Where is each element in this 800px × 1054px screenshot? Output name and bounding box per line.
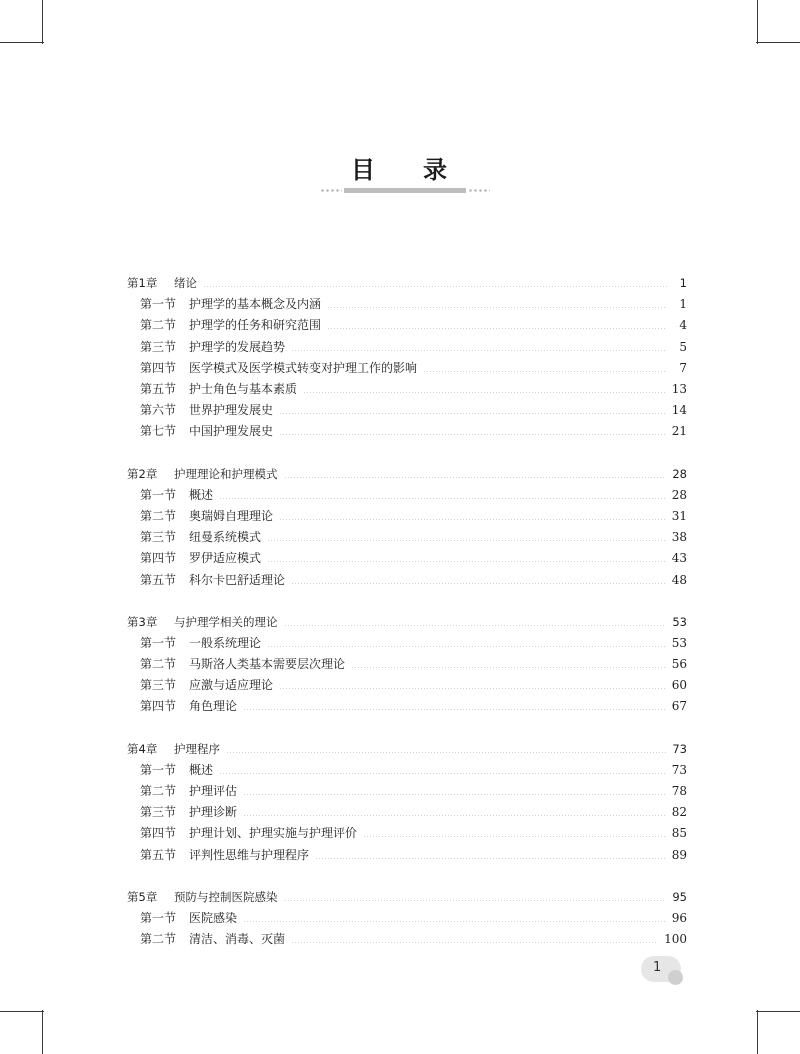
toc-section-entry[interactable] (127, 908, 687, 929)
chapter-page-number: 95 (672, 889, 687, 904)
leader-dots (291, 942, 658, 943)
section-title: 中国护理发展史 (189, 424, 274, 439)
toc-section-entry[interactable] (127, 823, 687, 844)
page-number-badge (641, 956, 683, 984)
section-title: 概述 (189, 487, 214, 502)
chapter-page-number: 53 (672, 614, 687, 629)
chapter-title: 预防与控制医院感染 (174, 889, 278, 904)
leader-dots (243, 921, 666, 922)
section-page-number: 7 (679, 360, 687, 375)
toc-chapter-entry[interactable] (127, 887, 687, 908)
section-number: 第二节 (140, 784, 177, 799)
chapter-page-number: 1 (679, 276, 687, 291)
toc-section-entry[interactable] (127, 315, 687, 336)
toc-section-entry[interactable] (127, 485, 687, 506)
leader-dots (267, 540, 666, 541)
section-number: 第四节 (140, 826, 177, 841)
section-number: 第一节 (140, 910, 177, 925)
chapter-block (127, 887, 687, 951)
leader-dots (327, 328, 667, 329)
chapter-page-number: 28 (672, 466, 687, 481)
section-page-number: 4 (679, 318, 687, 333)
toc-section-entry[interactable] (127, 760, 687, 781)
section-number: 第四节 (140, 551, 177, 566)
chapter-title: 与护理学相关的理论 (174, 614, 278, 629)
section-title: 护理诊断 (189, 805, 238, 820)
section-page-number: 28 (671, 487, 687, 502)
leader-dots (219, 773, 666, 774)
section-number: 第七节 (140, 424, 177, 439)
leader-dots (327, 307, 667, 308)
toc-chapter-entry[interactable] (127, 612, 687, 633)
toc-section-entry[interactable] (127, 506, 687, 527)
section-title: 科尔卡巴舒适理论 (189, 572, 286, 587)
leader-dots (267, 561, 666, 562)
section-title: 护理学的任务和研究范围 (189, 318, 322, 333)
toc-section-entry[interactable] (127, 696, 687, 717)
leader-dots (315, 858, 666, 859)
section-number: 第六节 (140, 403, 177, 418)
chapter-block (127, 739, 687, 866)
section-page-number: 82 (671, 805, 687, 820)
section-number: 第五节 (140, 382, 177, 397)
section-number: 第一节 (140, 297, 177, 312)
leader-dots (291, 350, 667, 351)
chapter-title: 护理理论和护理模式 (174, 466, 278, 481)
section-number: 第二节 (140, 657, 177, 672)
leader-dots (279, 413, 666, 414)
section-page-number: 56 (671, 657, 687, 672)
leader-dots (226, 752, 666, 753)
section-number: 第二节 (140, 318, 177, 333)
section-number: 第五节 (140, 847, 177, 862)
leader-dots (284, 625, 667, 626)
section-title: 一般系统理论 (189, 635, 262, 650)
leader-dots (351, 667, 666, 668)
toc-section-entry[interactable] (127, 548, 687, 569)
chapter-number: 第1章 (127, 276, 158, 291)
page-number: 1 (653, 960, 662, 975)
section-title: 医院感染 (189, 910, 238, 925)
leader-dots (243, 815, 666, 816)
section-title: 马斯洛人类基本需要层次理论 (189, 657, 346, 672)
section-title: 护士角色与基本素质 (189, 382, 298, 397)
leader-dots (219, 498, 666, 499)
toc-section-entry[interactable] (127, 781, 687, 802)
leader-dots (243, 794, 666, 795)
leader-dots (243, 709, 666, 710)
section-title: 世界护理发展史 (189, 403, 274, 418)
section-page-number: 5 (679, 339, 687, 354)
section-number: 第三节 (140, 678, 177, 693)
toc-section-entry[interactable] (127, 802, 687, 823)
section-page-number: 85 (671, 826, 687, 841)
chapter-title: 护理程序 (174, 741, 220, 756)
section-number: 第二节 (140, 508, 177, 523)
section-page-number: 53 (671, 635, 687, 650)
section-number: 第一节 (140, 635, 177, 650)
toc-section-entry[interactable] (127, 379, 687, 400)
leader-dots (267, 646, 666, 647)
toc-chapter-entry[interactable] (127, 739, 687, 760)
toc-section-entry[interactable] (127, 654, 687, 675)
section-page-number: 96 (671, 910, 687, 925)
leader-dots (284, 900, 667, 901)
section-page-number: 14 (671, 403, 687, 418)
leader-dots (423, 371, 667, 372)
section-number: 第四节 (140, 360, 177, 375)
section-page-number: 73 (671, 762, 687, 777)
leader-dots (279, 434, 666, 435)
section-title: 角色理论 (189, 699, 238, 714)
toc-section-entry[interactable] (127, 337, 687, 358)
leader-dots (363, 836, 666, 837)
section-number: 第四节 (140, 699, 177, 714)
section-title: 罗伊适应模式 (189, 551, 262, 566)
section-page-number: 100 (664, 932, 687, 947)
section-title: 奥瑞姆自理理论 (189, 508, 274, 523)
section-title: 概述 (189, 762, 214, 777)
section-page-number: 67 (671, 699, 687, 714)
toc-section-entry[interactable] (127, 400, 687, 421)
chapter-block (127, 464, 687, 591)
toc-chapter-entry[interactable] (127, 273, 687, 294)
chapter-number: 第3章 (127, 614, 158, 629)
chapter-block (127, 612, 687, 718)
section-title: 护理评估 (189, 784, 238, 799)
table-of-contents (127, 273, 687, 971)
section-page-number: 31 (671, 508, 687, 523)
section-title: 纽曼系统模式 (189, 530, 262, 545)
section-number: 第三节 (140, 805, 177, 820)
section-title: 医学模式及医学模式转变对护理工作的影响 (189, 360, 418, 375)
section-page-number: 38 (671, 530, 687, 545)
section-page-number: 21 (671, 424, 687, 439)
section-number: 第三节 (140, 530, 177, 545)
leader-dots (279, 519, 666, 520)
page-title: 目 录 (351, 155, 449, 184)
section-title: 应激与适应理论 (189, 678, 274, 693)
chapter-block (127, 273, 687, 443)
toc-section-entry[interactable] (127, 294, 687, 315)
section-title: 护理学的发展趋势 (189, 339, 286, 354)
toc-section-entry[interactable] (127, 358, 687, 379)
section-number: 第二节 (140, 932, 177, 947)
section-page-number: 13 (671, 382, 687, 397)
section-number: 第一节 (140, 762, 177, 777)
toc-section-entry[interactable] (127, 569, 687, 590)
toc-section-entry[interactable] (127, 675, 687, 696)
leader-dots (203, 286, 667, 287)
section-title: 护理计划、护理实施与护理评价 (189, 826, 358, 841)
chapter-page-number: 73 (672, 741, 687, 756)
section-page-number: 78 (671, 784, 687, 799)
chapter-title: 绪论 (174, 276, 197, 291)
toc-section-entry[interactable] (127, 421, 687, 442)
leader-dots (284, 477, 667, 478)
section-page-number: 48 (671, 572, 687, 587)
section-number: 第一节 (140, 487, 177, 502)
toc-section-entry[interactable] (127, 633, 687, 654)
section-number: 第三节 (140, 339, 177, 354)
leader-dots (291, 583, 666, 584)
section-title: 评判性思维与护理程序 (189, 847, 310, 862)
chapter-number: 第5章 (127, 889, 158, 904)
section-title: 护理学的基本概念及内涵 (189, 297, 322, 312)
toc-section-entry[interactable] (127, 929, 687, 950)
section-number: 第五节 (140, 572, 177, 587)
toc-section-entry[interactable] (127, 527, 687, 548)
section-page-number: 60 (671, 678, 687, 693)
toc-section-entry[interactable] (127, 845, 687, 866)
section-page-number: 1 (679, 297, 687, 312)
section-page-number: 89 (671, 847, 687, 862)
chapter-number: 第2章 (127, 466, 158, 481)
leader-dots (303, 392, 666, 393)
chapter-number: 第4章 (127, 741, 158, 756)
toc-heading (0, 150, 800, 185)
leader-dots (279, 688, 666, 689)
toc-chapter-entry[interactable] (127, 464, 687, 485)
section-title: 清洁、消毒、灭菌 (189, 932, 286, 947)
section-page-number: 43 (671, 551, 687, 566)
title-underline-ornament (320, 188, 490, 193)
